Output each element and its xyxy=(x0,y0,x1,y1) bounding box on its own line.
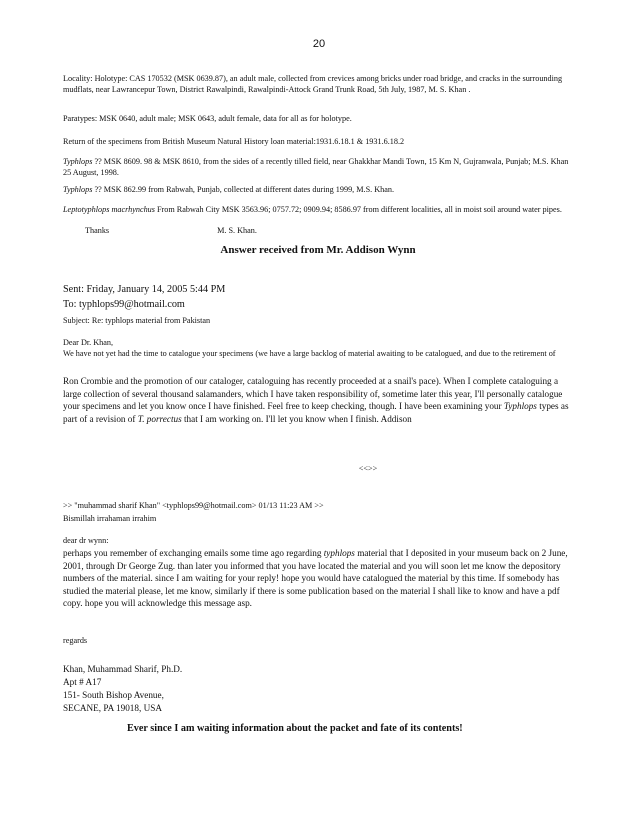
email-paragraph-1: We have not yet had the time to catalogue your specimens (we have a large backlog of material awaiting to be catalogued, and due to the retirement of xyxy=(63,349,556,358)
answer-heading: Answer received from Mr. Addison Wynn xyxy=(220,244,416,256)
species-name: T. porrectus xyxy=(137,413,182,424)
signature-name: Khan, Muhammad Sharif, Ph.D. xyxy=(63,664,183,674)
typhlops-record-2 xyxy=(63,185,573,196)
species-name: Leptotyphlops macrhynchus xyxy=(63,205,155,214)
genus-name: Typhlops xyxy=(503,401,537,412)
regards-line: regards xyxy=(63,636,88,645)
record-text: ?? MSK 8609. 98 & MSK 8610, from the sides of a recently tilled field, near Ghakkhar Mandi Town, 15 Km N, Gujranwala, Punjab; M.S. Khan 25 August, 1998. xyxy=(63,157,569,177)
genus-name: typhlops xyxy=(323,548,355,558)
typhlops-record-1 xyxy=(63,157,573,178)
leptotyphlops-record xyxy=(63,205,573,216)
return-paragraph: Return of the specimens from British Museum Natural History loan material:1931.6.18.1 & 1931.6.18.2 xyxy=(63,137,405,146)
record-text: ?? MSK 862.99 from Rabwah, Punjab, collected at different dates during 1999, M.S. Khan. xyxy=(92,185,395,194)
paratypes-paragraph: Paratypes: MSK 0640, adult male; MSK 0643, adult female, data for all as for holotype. xyxy=(63,114,352,123)
genus-name: Typhlops xyxy=(63,157,93,166)
closing-heading: Ever since I am waiting information about the packet and fate of its contents! xyxy=(127,723,463,734)
thanks-word: Thanks xyxy=(85,226,110,235)
signature-street: 151- South Bishop Avenue, xyxy=(63,690,164,700)
bismillah-line: Bismillah irrahaman irrahim xyxy=(63,514,157,523)
original-email-header: >> "muhammad sharif Khan" <typhlops99@hotmail.com> 01/13 11:23 AM >> xyxy=(63,501,324,510)
thanks-line xyxy=(63,226,573,237)
record-text: From Rabwah City MSK 3563.96; 0757.72; 0909.94; 8586.97 from different localities, all in moist soil around water pipes. xyxy=(154,205,562,214)
original-email-body: perhaps you remember of exchanging emails some time ago regarding typhlops material that I deposited in your museum back on 2 June, 2001, through Dr George Zug. than later you informed that you have located the material and you will soon let me know the depository numbers of the material. since I am waiting for your reply! hope you would have catalogued the material by this time. If somebody has studied the material please, let me know, similarly if there is some publication based on the material I shall like to know and have a pdf copy. hope you will acknowledge this message asp. xyxy=(63,548,568,609)
genus-name: Typhlops xyxy=(63,185,93,194)
email-sent: Sent: Friday, January 14, 2005 5:44 PM xyxy=(63,284,226,295)
email-subject: Subject: Re: typhlops material from Pakistan xyxy=(63,316,211,325)
thanks-signature: M. S. Khan. xyxy=(217,226,257,235)
page-number: 20 xyxy=(312,38,326,50)
signature-apt: Apt # A17 xyxy=(63,677,102,687)
locality-paragraph: Locality: Holotype: CAS 170532 (MSK 0639.87), an adult male, collected from crevices among bricks under road bridge, and cracks in the surrounding mudflats, near Lawrancepur Town, District Rawalpindi, Rawalpindi-Attock Grand Trunk Road, 5th July, 1987, M. S. Khan . xyxy=(63,74,563,94)
email-paragraph-2: Ron Crombie and the promotion of our cataloger, cataloguing has recently proceeded at a snail's pace). When I complete cataloguing a large collection of several thousand salamanders, which I have taken responsibility of, sometime later this year, I'll personally catalogue your specimens and let you know once I have finished. Feel free to keep checking, though. I have been examining your Typhlops types as part of a revision of T. porrectus that I am working on. I'll let you know when I finish. Addison xyxy=(63,376,569,424)
email-to: To: typhlops99@hotmail.com xyxy=(63,299,185,310)
separator-mark: <<>> xyxy=(358,464,378,473)
original-greeting: dear dr wynn: xyxy=(63,536,109,545)
signature-city: SECANE, PA 19018, USA xyxy=(63,703,162,713)
email-greeting: Dear Dr. Khan, xyxy=(63,338,114,347)
